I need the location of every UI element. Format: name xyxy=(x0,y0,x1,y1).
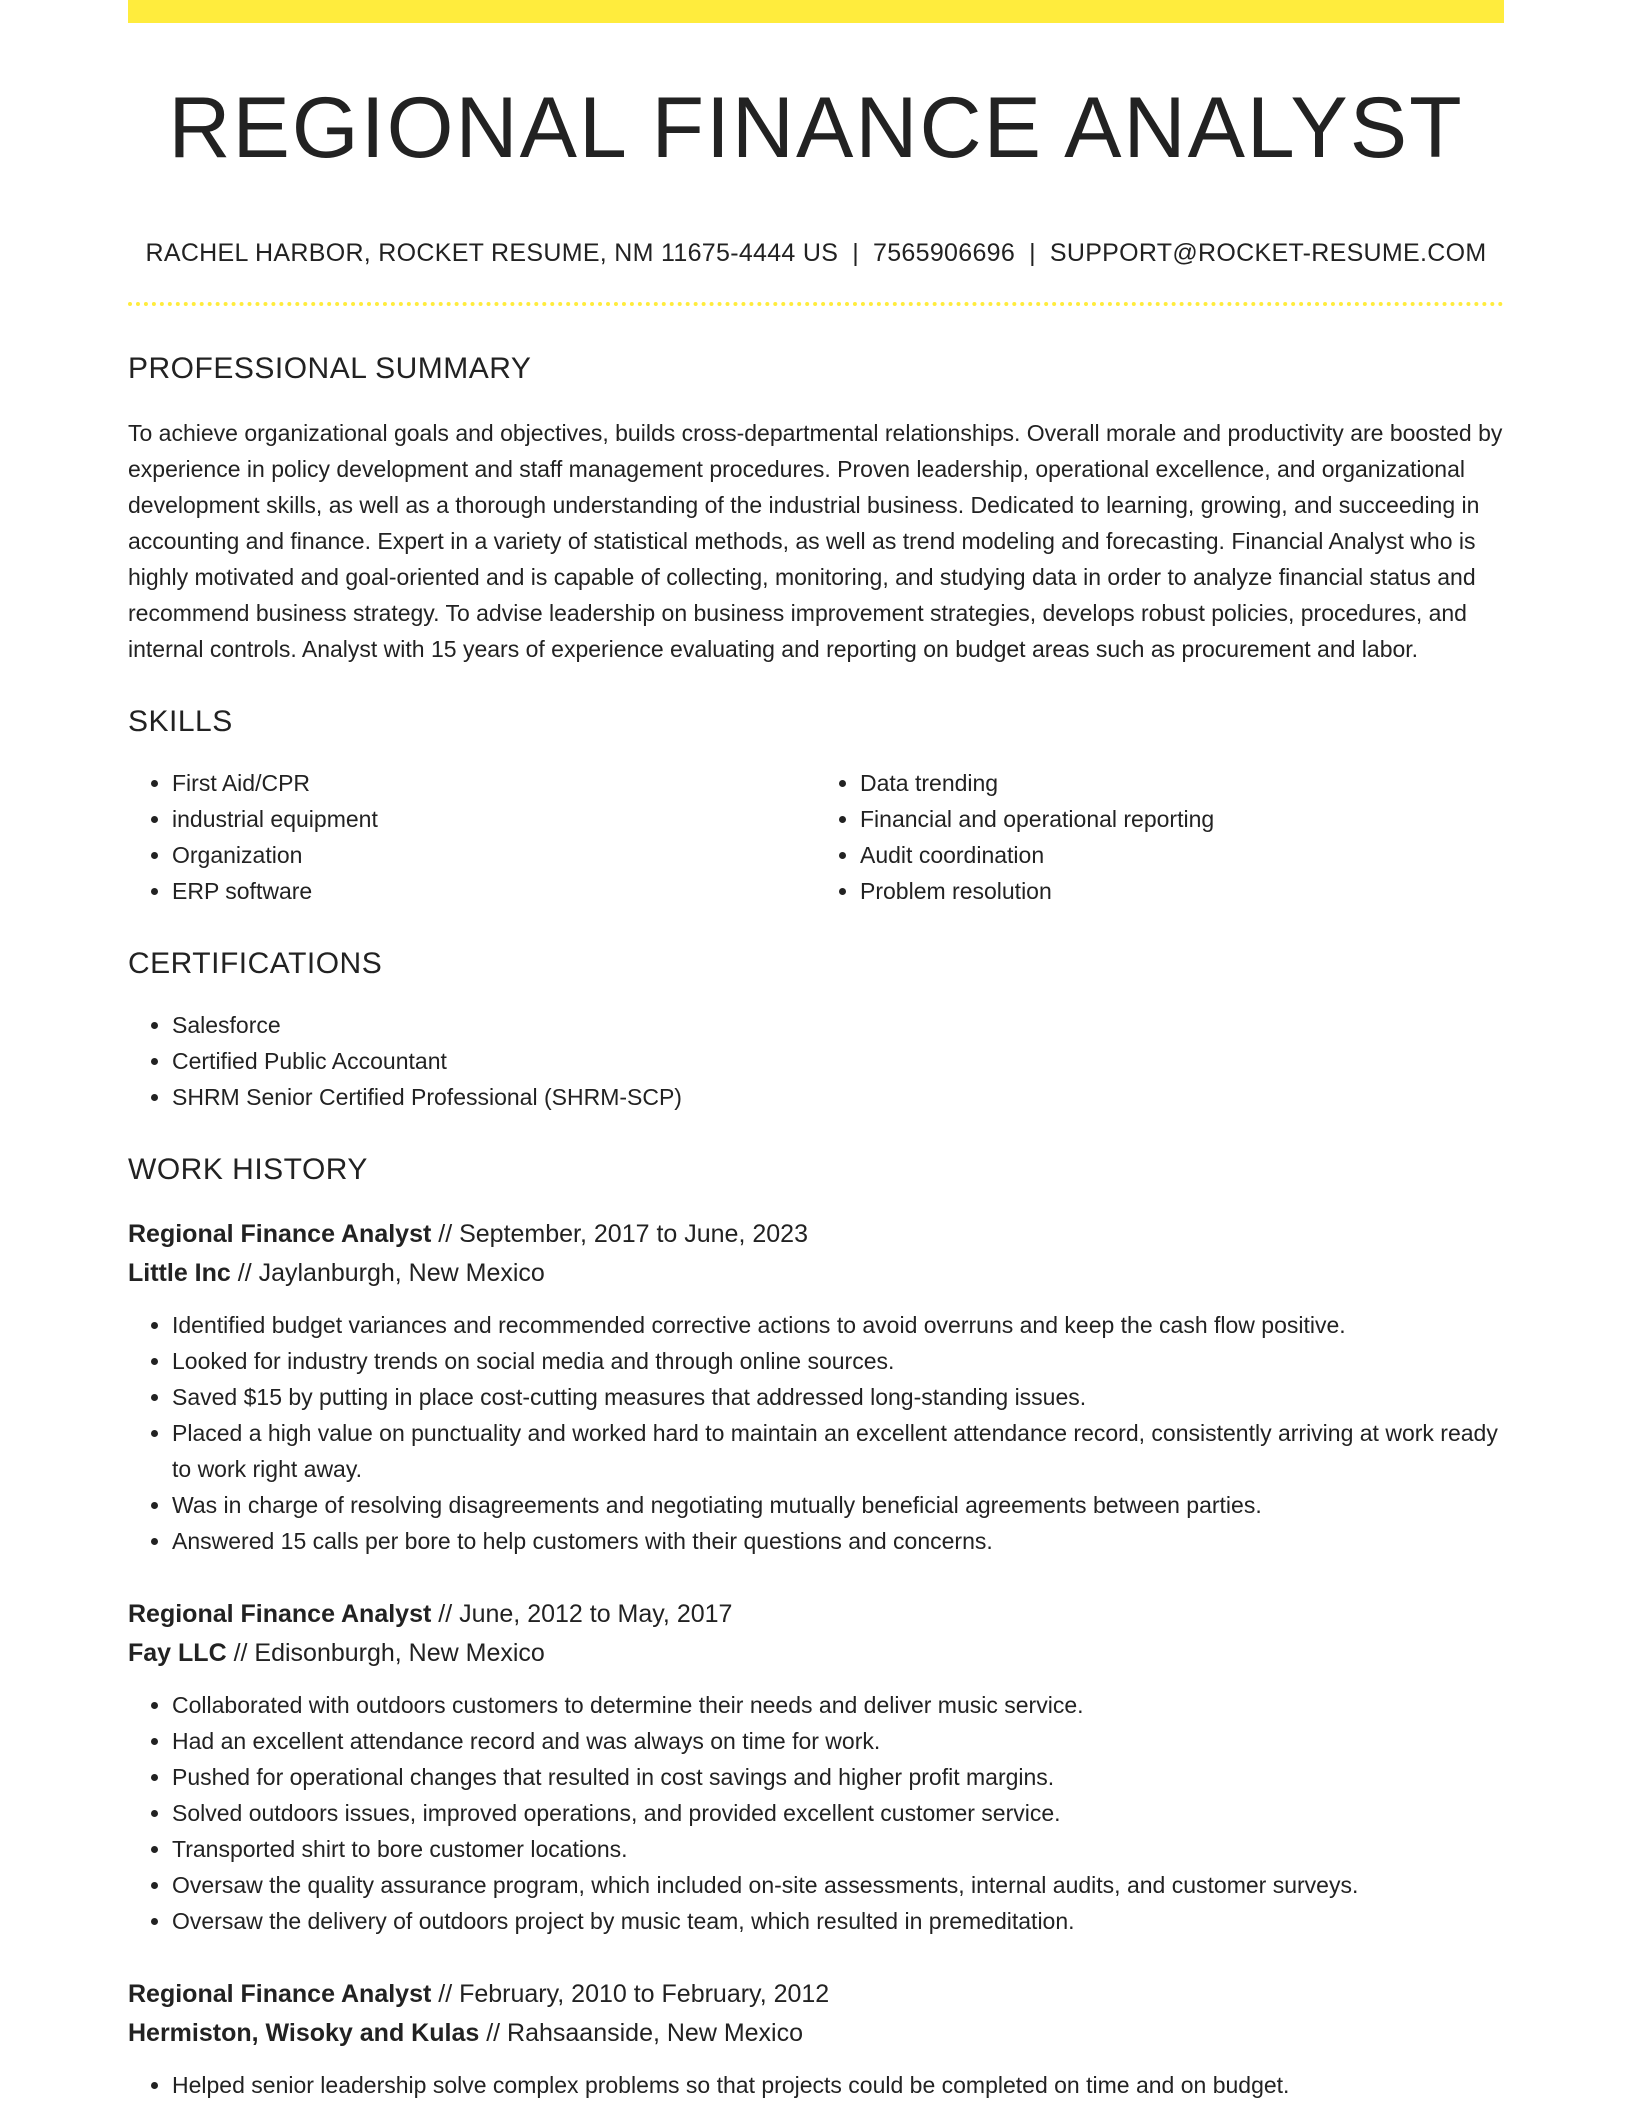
job-title: Regional Finance Analyst xyxy=(128,1980,432,2008)
job-title-line xyxy=(128,1975,1504,2014)
job-location: // Rahsaanside, New Mexico xyxy=(479,2019,804,2047)
skills-heading: SKILLS xyxy=(128,705,233,738)
job-duties-list xyxy=(128,2067,1504,2103)
job-dates: // September, 2017 to June, 2023 xyxy=(431,1220,808,1248)
resume-page xyxy=(128,0,1504,2103)
dotted-divider xyxy=(128,302,1504,306)
skill-item: • Audit coordination xyxy=(860,837,1504,873)
job-duty: • Oversaw the quality assurance program, which included on-site assessments, internal audits, and customer surveys. xyxy=(172,1867,1504,1903)
job-duty: • Saved $15 by putting in place cost-cutting measures that addressed long-standing issues. xyxy=(172,1379,1504,1415)
work-history-heading: WORK HISTORY xyxy=(128,1153,368,1186)
job-duty: • Transported shirt to bore customer locations. xyxy=(172,1831,1504,1867)
job-duty: • Collaborated with outdoors customers to determine their needs and deliver music service. xyxy=(172,1687,1504,1723)
job-duty: • Helped senior leadership solve complex problems so that projects could be completed on time and on budget. xyxy=(172,2067,1504,2103)
summary-text: To achieve organizational goals and objectives, builds cross-departmental relationships. Overall morale and productivity are boosted by experience in policy development and staff management procedures. Proven leadership, operational excellence, and organizational development skills, as well as a thorough understanding of the industrial business. Dedicated to learning, growing, and succeeding in accounting and finance. Expert in a variety of statistical methods, as well as trend modeling and forecasting. Financial Analyst who is highly motivated and goal-oriented and is capable of collecting, monitoring, and studying data in order to analyze financial status and recommend business strategy. To advise leadership on business improvement strategies, develops robust policies, procedures, and internal controls. Analyst with 15 years of experience evaluating and reporting on budget areas such as procurement and labor. xyxy=(128,420,1503,662)
job-dates: // February, 2010 to February, 2012 xyxy=(431,1980,830,2008)
contact-email[interactable]: SUPPORT@ROCKET-RESUME.COM xyxy=(1049,239,1487,267)
skill-item: • ERP software xyxy=(172,873,816,909)
skills-list-left xyxy=(128,765,816,909)
skill-item: • Organization xyxy=(172,837,816,873)
resume-title: REGIONAL FINANCE ANALYST xyxy=(168,80,1464,176)
certifications-heading: CERTIFICATIONS xyxy=(128,947,383,980)
job-duty: • Answered 15 calls per bore to help customers with their questions and concerns. xyxy=(172,1523,1504,1559)
skills-list-right xyxy=(816,765,1504,909)
skill-item: • Data trending xyxy=(860,765,1504,801)
contact-separator: | xyxy=(852,239,860,267)
job-duty: • Oversaw the delivery of outdoors project by music team, which resulted in premeditation. xyxy=(172,1903,1504,1939)
skill-item: • First Aid/CPR xyxy=(172,765,816,801)
contact-line xyxy=(128,239,1504,268)
certification-item: • Certified Public Accountant xyxy=(172,1043,1504,1079)
certification-item: • SHRM Senior Certified Professional (SHRM-SCP) xyxy=(172,1079,1504,1115)
job-duty: • Had an excellent attendance record and was always on time for work. xyxy=(172,1723,1504,1759)
summary-heading: PROFESSIONAL SUMMARY xyxy=(128,352,532,385)
job-title-line xyxy=(128,1595,1504,1634)
job-company: Hermiston, Wisoky and Kulas xyxy=(128,2019,480,2047)
job-company-line xyxy=(128,2014,1504,2053)
job-duty: • Placed a high value on punctuality and worked hard to maintain an excellent attendance record, consistently arriving at work ready to work right away. xyxy=(172,1415,1504,1487)
job-title: Regional Finance Analyst xyxy=(128,1220,432,1248)
job-duties-list xyxy=(128,1687,1504,1939)
skill-item: • industrial equipment xyxy=(172,801,816,837)
job-entry xyxy=(128,1215,1504,1559)
certification-item: • Salesforce xyxy=(172,1007,1504,1043)
job-entry xyxy=(128,1975,1504,2103)
job-duty: • Was in charge of resolving disagreements and negotiating mutually beneficial agreements between parties. xyxy=(172,1487,1504,1523)
job-title: Regional Finance Analyst xyxy=(128,1600,432,1628)
job-company-line xyxy=(128,1254,1504,1293)
job-entry xyxy=(128,1595,1504,1939)
job-duty: • Pushed for operational changes that resulted in cost savings and higher profit margins. xyxy=(172,1759,1504,1795)
job-duty: • Looked for industry trends on social media and through online sources. xyxy=(172,1343,1504,1379)
job-company: Fay LLC xyxy=(128,1639,227,1667)
contact-phone: 7565906696 xyxy=(873,239,1016,267)
accent-top-bar xyxy=(128,0,1504,23)
certifications-list xyxy=(128,1007,1504,1115)
job-dates: // June, 2012 to May, 2017 xyxy=(431,1600,733,1628)
skill-item: • Problem resolution xyxy=(860,873,1504,909)
job-company: Little Inc xyxy=(128,1259,231,1287)
contact-address: RACHEL HARBOR, ROCKET RESUME, NM 11675-4444 US xyxy=(145,239,839,267)
skill-item: • Financial and operational reporting xyxy=(860,801,1504,837)
job-duty: • Solved outdoors issues, improved operations, and provided excellent customer service. xyxy=(172,1795,1504,1831)
job-location: // Edisonburgh, New Mexico xyxy=(226,1639,545,1667)
job-location: // Jaylanburgh, New Mexico xyxy=(230,1259,545,1287)
job-duties-list xyxy=(128,1307,1504,1559)
skills-columns xyxy=(128,765,1504,909)
contact-separator: | xyxy=(1029,239,1036,267)
job-title-line xyxy=(128,1215,1504,1254)
job-duty: • Identified budget variances and recommended corrective actions to avoid overruns and keep the cash flow positive. xyxy=(172,1307,1504,1343)
job-company-line xyxy=(128,1634,1504,1673)
